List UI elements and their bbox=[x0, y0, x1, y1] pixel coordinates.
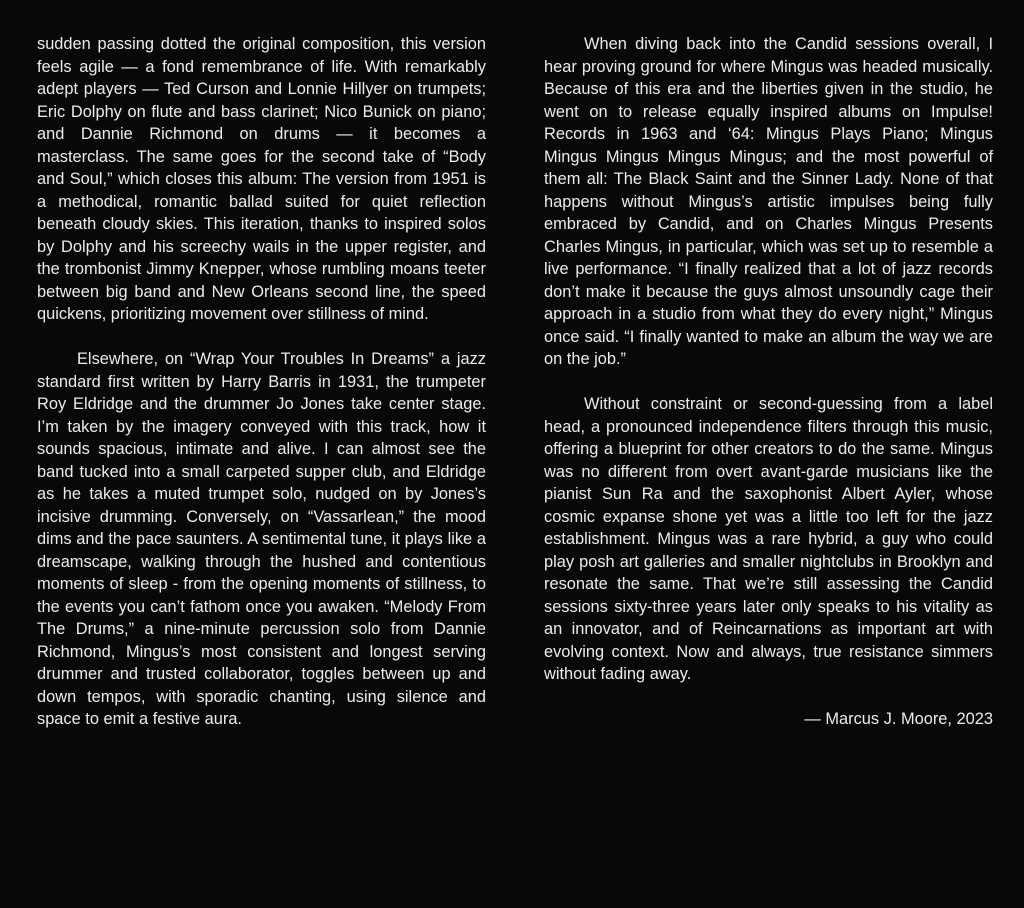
right-column bbox=[544, 33, 993, 753]
paragraph-without-constraint: Without constraint or second-guessing from a label head, a pronounced independence filters through this music, offering a blueprint for other creators to do the same. Mingus was no different from overt avant-garde musicians like the pianist Sun Ra and the saxophonist Albert Ayler, whose cosmic expanse shone yet was a little too left for the jazz establishment. Mingus was a rare hybrid, a guy who could play posh art galleries and smaller nightclubs in Brooklyn and resonate the same. That we’re still assessing the Candid sessions sixty-three years later only speaks to his vitality as an innovator, and of Reincarnations as important art with evolving context. Now and always, true resistance simmers without fading away. bbox=[544, 395, 993, 683]
left-column bbox=[37, 33, 486, 753]
author-credit: — Marcus J. Moore, 2023 bbox=[804, 710, 993, 728]
paragraph-elsewhere: Elsewhere, on “Wrap Your Troubles In Dreams” a jazz standard first written by Harry Barris in 1931, the trumpeter Roy Eldridge and the drummer Jo Jones take center stage. I’m taken by the imagery conveyed with this track, how it sounds spacious, intimate and alive. I can almost see the band tucked into a small carpeted supper club, and Eldridge as he takes a muted trumpet solo, nudged on by Jones’s incisive drumming. Conversely, on “Vassarlean,” the mood dims and the pace saunters. A sentimental tune, it plays like a dreamscape, walking through the hushed and contentious moments of sleep - from the opening moments of stillness, to the events you can’t fathom once you awaken. “Melody From The Drums,” a nine-minute percussion solo from Dannie Richmond, Mingus’s most consistent and longest serving drummer and trusted collaborator, toggles between up and down tempos, with sporadic chanting, using silence and space to emit a festive aura. bbox=[37, 350, 486, 728]
paragraph-candid-sessions: When diving back into the Candid sessions overall, I hear proving ground for where Mingus was headed musically. Because of this era and the liberties given in the studio, he went on to release equally inspired albums on Impulse! Records in 1963 and ‘64: Mingus Plays Piano; Mingus Mingus Mingus Mingus Mingus; and the most powerful of them all: The Black Saint and the Sinner Lady. None of that happens without Mingus’s artistic impulses being fully embraced by Candid, and on Charles Mingus Presents Charles Mingus, in particular, which was set up to resemble a live performance. “I finally realized that a lot of jazz records don’t make it because the guys almost unsoundly cage their approach in a studio from what they do every night,” Mingus once said. “I finally wanted to make an album the way we are on the job.” bbox=[544, 35, 993, 368]
paragraph-body-and-soul: sudden passing dotted the original composition, this version feels agile — a fond remembrance of life. With remarkably adept players — Ted Curson and Lonnie Hillyer on trumpets; Eric Dolphy on flute and bass clarinet; Nico Bunick on piano; and Dannie Richmond on drums — it becomes a masterclass. The same goes for the second take of “Body and Soul,” which closes this album: The version from 1951 is a methodical, romantic ballad suited for quiet reflection beneath cloudy skies. This iteration, thanks to inspired solos by Dolphy and his screechy wails in the upper register, and the trombonist Jimmy Knepper, whose rumbling moans teeter between big band and New Orleans second line, the speed quickens, prioritizing movement over stillness of mind. bbox=[37, 35, 486, 323]
